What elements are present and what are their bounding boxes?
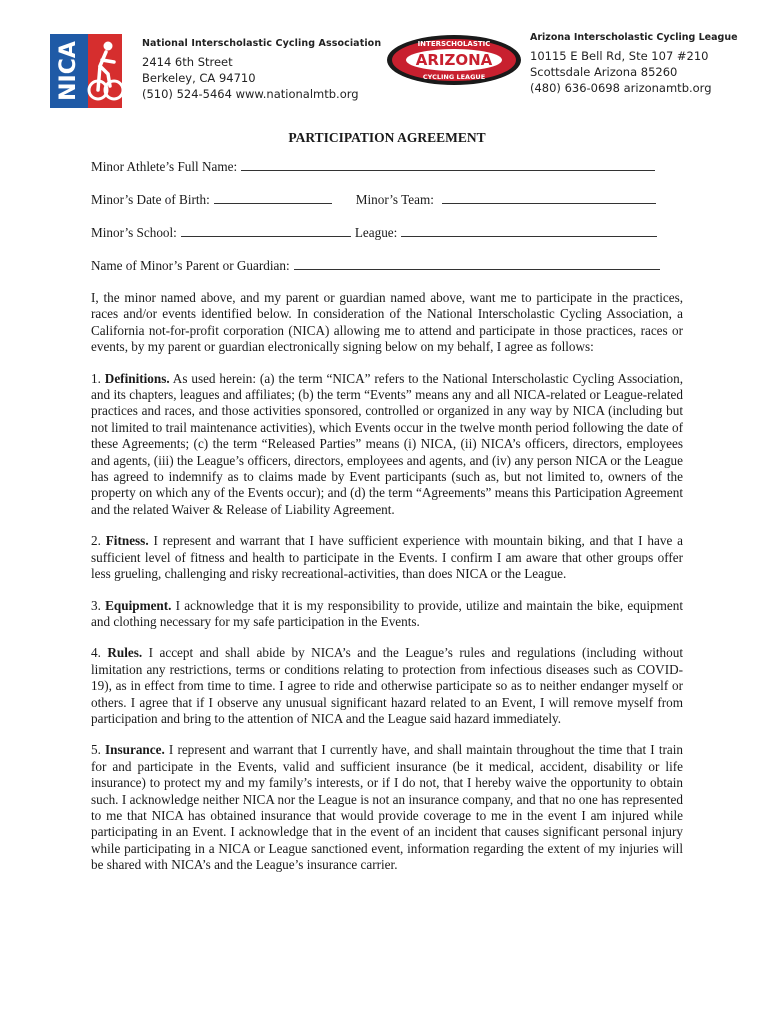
arizona-logo-main-text: ARIZONA xyxy=(415,51,493,69)
athlete-name-field[interactable] xyxy=(241,158,655,171)
section-heading: Definitions. xyxy=(104,370,170,386)
section-insurance xyxy=(91,742,683,873)
nica-address-line2: Berkeley, CA 94710 xyxy=(142,71,256,85)
section-heading: Equipment. xyxy=(105,597,172,613)
school-label: Minor’s School: xyxy=(91,225,177,240)
arizona-logo-bottom-text: CYCLING LEAGUE xyxy=(422,73,486,81)
arizona-logo-top-text: INTERSCHOLASTIC xyxy=(417,40,491,48)
section-number: 4. xyxy=(91,645,101,661)
guardian-label: Name of Minor’s Parent or Guardian: xyxy=(91,258,290,273)
section-text: I accept and shall abide by NICA’s and the League’s rules and regulations (including without limitation any restrictions, terms or conditions relating to protection from infectious diseases such as COVID-19), as in effect from time to time. I agree to ride and otherwise participate so as to neither endanger myself or others. I agree that if I observe any unusual significant hazard related to an Event, I will remove myself from participation and bring to the attention of NICA and the League said hazard immediately. xyxy=(91,645,683,726)
nica-logo xyxy=(50,34,126,108)
league-label: League: xyxy=(354,225,398,240)
section-number: 5. xyxy=(91,742,101,758)
dob-label: Minor’s Date of Birth: xyxy=(91,192,210,207)
arizona-contact: (480) 636-0698 arizonamtb.org xyxy=(530,81,712,95)
section-heading: Rules. xyxy=(107,645,143,661)
section-text: I represent and warrant that I have sufficient experience with mountain biking, and that I have a sufficient level of fitness and health to participate in the Events. I confirm I am aware that other groups offer less grueling, challenging and risky recreational-activities, than does NICA or the League. xyxy=(91,533,684,582)
team-label: Minor’s Team: xyxy=(355,192,434,207)
athlete-name-row xyxy=(91,158,683,191)
nica-logo-text: NICA xyxy=(56,41,81,101)
arizona-address-block xyxy=(530,32,738,96)
league-field[interactable] xyxy=(401,224,657,237)
dob-team-row xyxy=(91,191,683,224)
dob-field[interactable] xyxy=(214,191,332,204)
arizona-league-logo xyxy=(386,34,522,86)
section-text: I acknowledge that it is my responsibility to provide, utilize and maintain the bike, equipment and clothing necessary for my safe participation in the Events. xyxy=(91,597,684,629)
section-text: I represent and warrant that I currently have, and shall maintain throughout the time that I train for and participate in the Events, valid and sufficient insurance (be it medical, accident, disability or life insurance) to protect my and my family’s interests, or if I do not, that I hereby waive the opportunity to obtain such. I acknowledge neither NICA nor the League is not an insurance company, and that no one has represented to me that NICA has obtained insurance that would provide coverage to me in the event I am injured while participating in an Event. I acknowledge that in the event of an incident that causes significant personal injury while participating in a NICA or League sanctioned event, information regarding the extent of my injuries will be shared with NICA’s and the League’s insurance carrier. xyxy=(91,742,684,873)
section-heading: Fitness. xyxy=(105,533,149,549)
nica-contact: (510) 524-5464 www.nationalmtb.org xyxy=(142,87,359,101)
section-text: As used herein: (a) the term “NICA” refers to the National Interscholastic Cycling Association, and its chapters, leagues and affiliates; (b) the term “Events” means any and all NICA-related or League-related practices and races, and those activities sponsored, controlled or organized in any way by NICA (including but not limited to trail maintenance activities), which Events occur in the twelve month period following the date of these Agreements; (c) the term “Released Parties” means (i) NICA, (ii) NICA’s officers, directors, employees and agents, (iii) the League’s officers, directors, employees and agents, and (iv) any person NICA or the League has agreed to indemnify as to claims made by Event participants (such as, but not limited to, owners of the property on which any of the Events occur); and (d) the term “Agreements” means this Participation Agreement and the related Waiver & Release of Liability Agreement. xyxy=(91,370,684,517)
nica-org-name: National Interscholastic Cycling Association xyxy=(142,38,382,49)
section-equipment xyxy=(91,598,683,631)
section-fitness xyxy=(91,533,683,582)
arizona-address-line2: Scottsdale Arizona 85260 xyxy=(530,65,678,79)
intro-paragraph: I, the minor named above, and my parent or guardian named above, want me to participate in the practices, races and/or events identified below. In consideration of the National Interscholastic Cycling Association, a California not-for-profit corporation (NICA) allowing me to attend and participate in those practices, races or events, by my parent or guardian electronically signing below on my behalf, I agree as follows: xyxy=(91,290,683,355)
section-number: 1. xyxy=(91,370,101,386)
section-heading: Insurance. xyxy=(105,742,165,758)
school-league-row xyxy=(91,224,683,257)
section-number: 3. xyxy=(91,597,101,613)
school-field[interactable] xyxy=(181,224,351,237)
guardian-row xyxy=(91,257,683,290)
section-definitions xyxy=(91,371,683,519)
team-field[interactable] xyxy=(442,191,656,204)
page-title: PARTICIPATION AGREEMENT xyxy=(288,130,486,145)
nica-address-block xyxy=(142,38,381,102)
nica-address-line1: 2414 6th Street xyxy=(142,55,233,69)
arizona-address-line1: 10115 E Bell Rd, Ste 107 #210 xyxy=(530,49,709,63)
arizona-org-name: Arizona Interscholastic Cycling League xyxy=(530,32,738,43)
agreement-body xyxy=(91,130,683,889)
athlete-name-label: Minor Athlete’s Full Name: xyxy=(91,159,238,174)
guardian-field[interactable] xyxy=(294,257,660,270)
section-rules xyxy=(91,645,683,727)
section-number: 2. xyxy=(91,533,101,549)
